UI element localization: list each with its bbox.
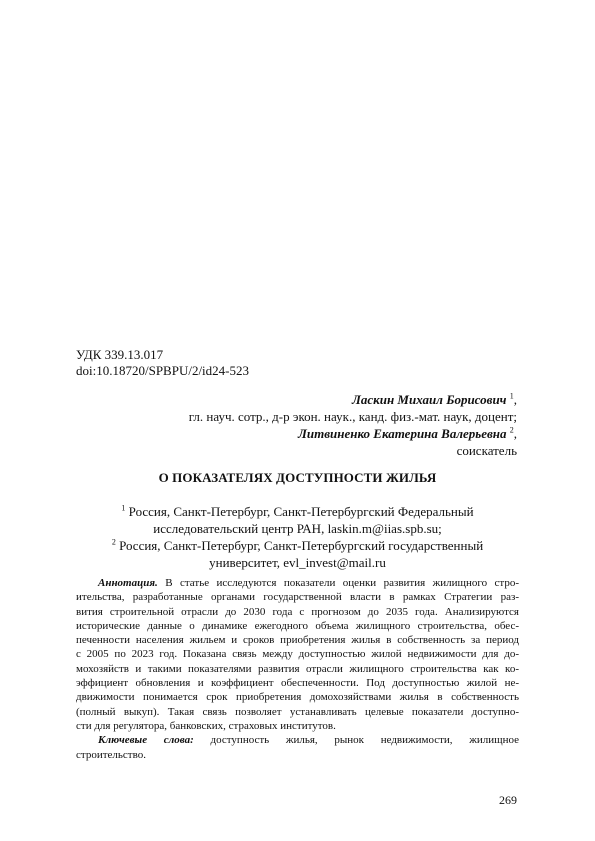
author-2-footnote-mark: 2 bbox=[509, 425, 514, 435]
author-2-comma: , bbox=[513, 426, 517, 441]
author-2-row bbox=[57, 425, 517, 442]
page-number: 269 bbox=[499, 793, 517, 807]
udk-code: УДК 339.13.017 bbox=[76, 347, 164, 362]
abstract-line-8: эффициент обновления и коэффициент обеспеченности. Под доступностью жилой не- bbox=[76, 677, 519, 690]
affiliation-1-mark: 1 bbox=[121, 503, 126, 513]
affiliation-2-line-2: университет, evl_invest@mail.ru bbox=[209, 555, 386, 570]
abstract-line-4: исторические данные о динамике ежегодного объема жилищного строительства, обес- bbox=[76, 619, 519, 632]
article-title: О ПОКАЗАТЕЛЯХ ДОСТУПНОСТИ ЖИЛЬЯ bbox=[158, 470, 437, 485]
abstract-line-11: сти для регулятора, банковских, страховых институтов. bbox=[76, 719, 336, 732]
author-2-name: Литвиненко Екатерина Валерьевна bbox=[297, 426, 507, 441]
abstract-line-7: мохозяйств и такими показателями развития отрасли жилищного строительства как ко- bbox=[76, 662, 519, 675]
affiliations-block bbox=[76, 503, 519, 571]
abstract-section bbox=[76, 576, 519, 762]
doi-identifier: doi:10.18720/SPBPU/2/id24-523 bbox=[76, 363, 249, 378]
affiliation-2-text-1: Россия, Санкт-Петербург, Санкт-Петербургский государственный bbox=[119, 538, 484, 553]
abstract-line-1 bbox=[76, 576, 519, 590]
abstract-line-9: движимости понимается срок приобретения домохозяйствами жилья в собственность bbox=[76, 691, 519, 704]
affiliation-2-line-1 bbox=[76, 537, 519, 554]
keywords-line-2: строительство. bbox=[76, 748, 146, 761]
abstract-text-1: В статье исследуются показатели оценки развития жилищного стро- bbox=[165, 577, 519, 589]
author-1-name: Ласкин Михаил Борисович bbox=[351, 392, 507, 407]
affiliation-1-line-1 bbox=[76, 503, 519, 520]
keywords-text-1: доступность жилья, рынок недвижимости, жилищное bbox=[210, 734, 519, 747]
keywords-label: Ключевые слова: bbox=[98, 734, 194, 747]
author-1-comma: , bbox=[513, 392, 517, 407]
affiliation-1-line-2: исследовательский центр РАН, laskin.m@iias.spb.su; bbox=[153, 521, 442, 536]
keywords-line-1 bbox=[76, 733, 519, 747]
affiliation-1-text-1: Россия, Санкт-Петербург, Санкт-Петербургский Федеральный bbox=[128, 504, 474, 519]
abstract-line-3: вития строительной отрасли до 2030 года с прогнозом до 2035 года. Анализируются bbox=[76, 605, 519, 618]
author-1-row bbox=[57, 391, 517, 408]
abstract-line-10: (полный выкуп). Такая связь позволяет устанавливать целевые показатели доступно- bbox=[76, 705, 519, 718]
author-1-footnote-mark: 1 bbox=[509, 391, 514, 401]
author-1-position: гл. науч. сотр., д-р экон. наук., канд. физ.-мат. наук, доцент; bbox=[188, 409, 517, 424]
abstract-line-6: с 2005 по 2023 год. Показана связь между доступностью жилой недвижимости для до- bbox=[76, 648, 519, 661]
affiliation-2-mark: 2 bbox=[111, 537, 116, 547]
author-2-position: соискатель bbox=[456, 443, 517, 458]
authors-block bbox=[57, 391, 517, 459]
abstract-line-5: печенности населения жильем и сроков приобретения жилья в собственность за период bbox=[76, 634, 519, 647]
abstract-line-2: ительства, разработанные органами государственной власти в рамках Стратегии раз- bbox=[76, 591, 519, 604]
abstract-label: Аннотация. bbox=[98, 577, 158, 589]
